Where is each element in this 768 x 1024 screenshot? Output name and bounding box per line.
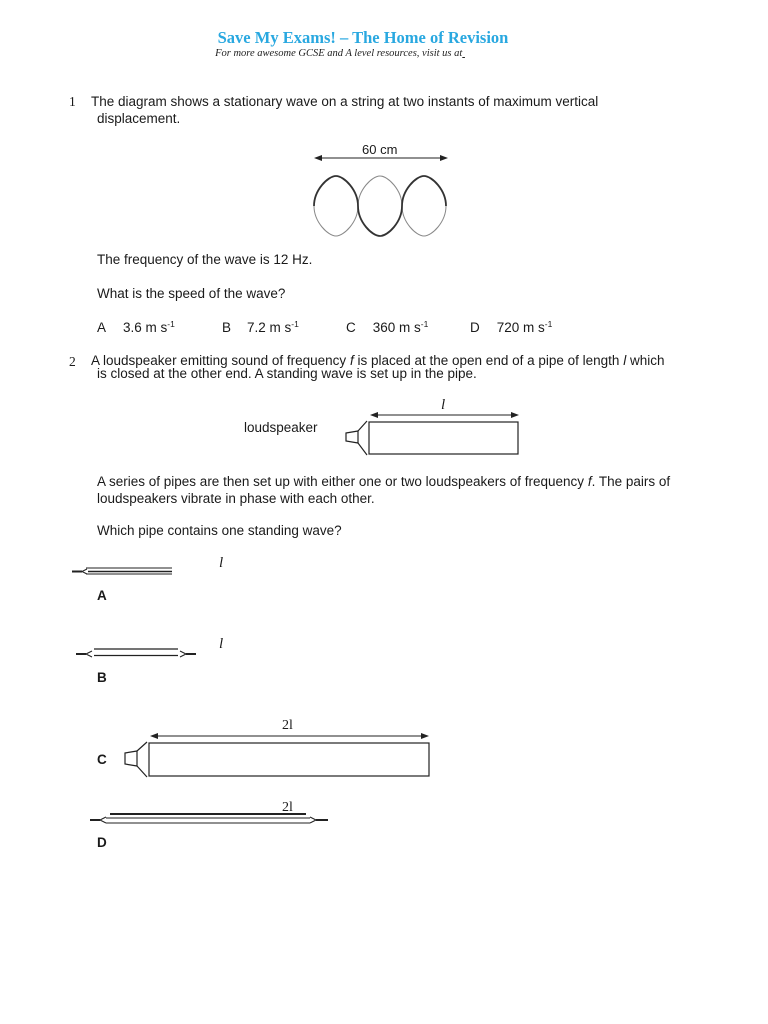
choice-b-letter[interactable]: B	[97, 670, 107, 685]
option-exponent: -1	[544, 319, 553, 329]
page-title: Save My Exams! – The Home of Revision	[217, 28, 509, 47]
series-text-line2: loudspeakers vibrate in phase with each other.	[97, 491, 375, 506]
subtitle-text: For more awesome GCSE and A level resources, visit us at	[215, 48, 463, 59]
q2-var-l: l	[623, 353, 627, 368]
q1-option-a[interactable]	[97, 320, 175, 335]
q1-option-d[interactable]	[470, 320, 552, 335]
q2-var-f: f	[349, 353, 354, 368]
q2-text-b: is placed at the open end of a pipe of length	[357, 353, 620, 368]
subtitle-link[interactable]	[462, 48, 465, 59]
series-text-line1	[97, 474, 670, 489]
choice-a-pipe[interactable]	[70, 564, 180, 578]
pipe-with-loudspeaker-diagram	[340, 408, 525, 460]
option-letter: B	[222, 320, 232, 335]
frequency-statement: The frequency of the wave is 12 Hz.	[97, 252, 313, 267]
choice-d-letter[interactable]: D	[97, 835, 107, 850]
option-letter: D	[470, 320, 480, 335]
question-2-number: 2	[69, 354, 76, 369]
option-value: 7.2 m s	[247, 320, 292, 335]
q2-text-a: A loudspeaker emitting sound of frequency	[91, 353, 347, 368]
q1-option-c[interactable]	[346, 320, 428, 335]
choice-c-pipe[interactable]	[120, 728, 435, 780]
choice-b-length-label: l	[219, 636, 224, 652]
option-exponent: -1	[420, 319, 429, 329]
question-2-prompt: Which pipe contains one standing wave?	[97, 523, 342, 538]
choice-c-length-label: 2l	[282, 718, 293, 733]
choice-c-letter[interactable]: C	[97, 752, 107, 767]
option-letter: A	[97, 320, 107, 335]
option-value: 720 m s	[496, 320, 545, 335]
option-exponent: -1	[291, 319, 299, 329]
series-text-b: . The pairs of	[591, 474, 671, 489]
choice-d-pipe[interactable]	[88, 810, 332, 826]
series-var-f: f	[587, 474, 592, 489]
choice-a-length-label: l	[219, 555, 224, 571]
option-exponent: -1	[167, 319, 175, 329]
pipe-length-label: l	[441, 397, 446, 413]
question-2-text-line2: is closed at the other end. A standing wave is set up in the pipe.	[97, 366, 477, 381]
series-text-a: A series of pipes are then set up with either one or two loudspeakers of frequency	[97, 474, 585, 489]
choice-b-pipe[interactable]	[74, 646, 200, 660]
q1-option-b[interactable]	[222, 320, 299, 335]
option-value: 3.6 m s	[123, 320, 168, 335]
question-1-prompt: What is the speed of the wave?	[97, 286, 286, 301]
option-value: 360 m s	[372, 320, 421, 335]
q2-text-c: which	[629, 353, 665, 368]
option-letter: C	[346, 320, 356, 335]
choice-d-length-label: 2l	[282, 800, 293, 815]
question-1-text-line1: The diagram shows a stationary wave on a string at two instants of maximum vertical	[91, 94, 599, 109]
wave-length-label: 60 cm	[362, 142, 398, 157]
loudspeaker-label: loudspeaker	[244, 420, 318, 435]
page-subtitle	[0, 48, 680, 59]
stationary-wave-diagram	[300, 150, 460, 245]
question-1-text-line2: displacement.	[97, 111, 181, 126]
question-1-number: 1	[69, 94, 76, 109]
choice-a-letter[interactable]: A	[97, 588, 107, 603]
